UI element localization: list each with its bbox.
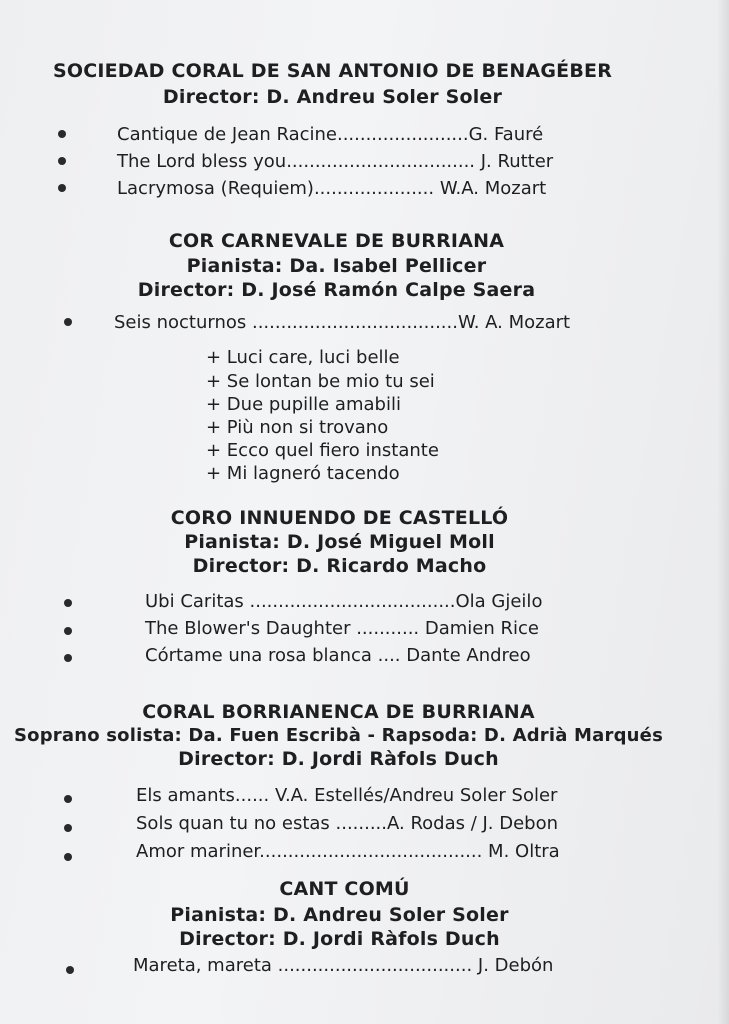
bullet-icon [64, 627, 72, 635]
program-item: Lacrymosa (Requiem)..................... W.A. Mozart [117, 178, 547, 199]
bullet-icon [64, 853, 72, 861]
section-1-title: SOCIEDAD CORAL DE SAN ANTONIO DE BENAGÉBER [52, 60, 613, 82]
movement-item: + Ecco quel fiero instante [206, 440, 439, 461]
section-1-director: Director: D. Andreu Soler Soler [162, 86, 503, 108]
program-item: Seis nocturnos ....................................W. A. Mozart [114, 312, 571, 333]
section-4-soloists: Soprano solista: Da. Fuen Escribà - Rapsoda: D. Adrià Marqués [13, 725, 664, 746]
program-item: Córtame una rosa blanca .... Dante Andreo [145, 645, 531, 666]
movement-item: + Luci care, luci belle [206, 347, 400, 368]
section-3-director: Director: D. Ricardo Macho [192, 555, 487, 577]
program-item: Mareta, mareta .................................. J. Debón [133, 955, 554, 976]
program-item: Els amants...... V.A. Estellés/Andreu Soler Soler [136, 785, 558, 806]
program-item: Amor mariner....................................... M. Oltra [136, 841, 560, 862]
program-item: Cantique de Jean Racine.......................G. Fauré [117, 124, 544, 145]
movement-item: + Più non si trovano [206, 417, 389, 438]
section-2-title: COR CARNEVALE DE BURRIANA [168, 230, 505, 252]
bullet-icon [58, 157, 66, 165]
program-item: The Blower's Daughter ........... Damien Rice [145, 618, 539, 639]
program-item: Sols quan tu no estas .........A. Rodas / J. Debon [136, 813, 559, 834]
bullet-icon [64, 654, 72, 662]
bullet-icon [64, 318, 72, 326]
bullet-icon [66, 966, 74, 974]
bullet-icon [64, 599, 72, 607]
movement-item: + Mi lagneró tacendo [206, 463, 400, 484]
section-4-title: CORAL BORRIANENCA DE BURRIANA [142, 701, 535, 723]
section-3-pianist: Pianista: D. José Miguel Moll [184, 531, 495, 553]
movement-item: + Due pupille amabili [206, 394, 401, 415]
program-item: The Lord bless you................................. J. Rutter [117, 151, 554, 172]
section-4-director: Director: D. Jordi Ràfols Duch [178, 748, 499, 770]
paper-edge-shadow [717, 0, 729, 1024]
bullet-icon [58, 130, 66, 138]
bullet-icon [58, 184, 66, 192]
movement-item: + Se lontan be mio tu sei [206, 371, 435, 392]
section-5-title: CANT COMÚ [279, 878, 410, 900]
bullet-icon [64, 824, 72, 832]
section-2-pianist: Pianista: Da. Isabel Pellicer [186, 255, 487, 277]
section-2-director: Director: D. José Ramón Calpe Saera [137, 279, 536, 301]
section-5-director: Director: D. Jordi Ràfols Duch [179, 928, 500, 950]
program-item: Ubi Caritas ....................................Ola Gjeilo [145, 591, 543, 612]
section-3-title: CORO INNUENDO DE CASTELLÓ [170, 507, 509, 529]
bullet-icon [64, 795, 72, 803]
section-5-pianist: Pianista: D. Andreu Soler Soler [170, 904, 509, 926]
